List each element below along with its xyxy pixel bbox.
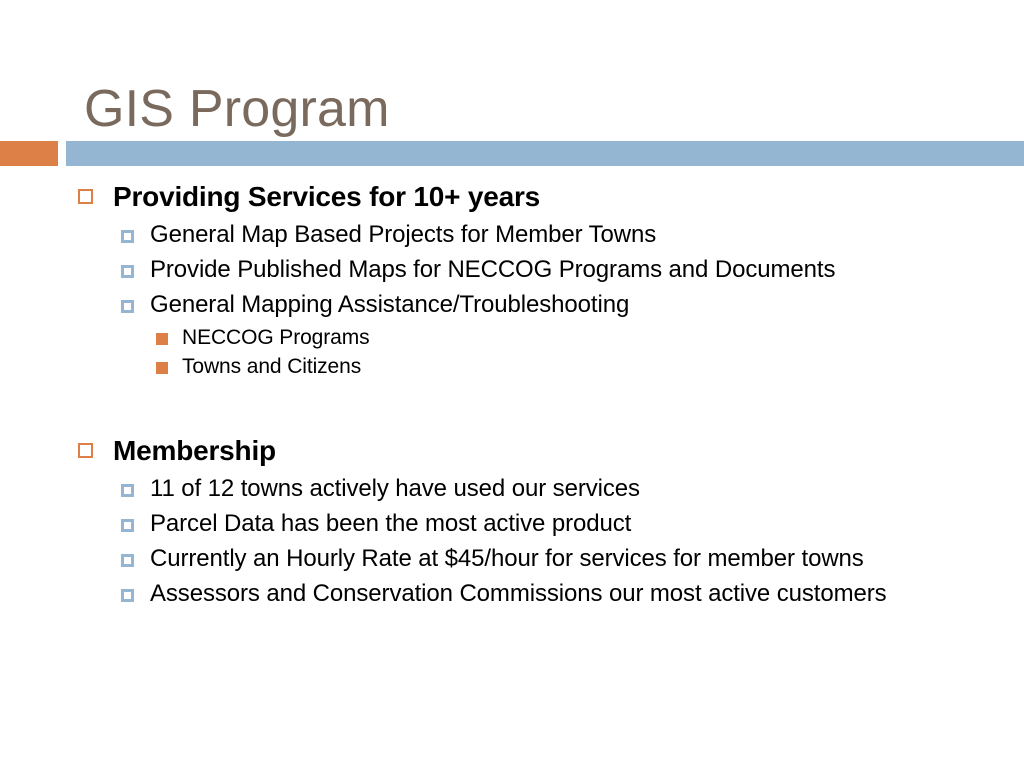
slide-body bbox=[0, 180, 1024, 613]
list-item bbox=[0, 543, 1024, 575]
list-item bbox=[0, 508, 1024, 540]
list-item-label: General Mapping Assistance/Troubleshooting bbox=[150, 290, 630, 318]
section-heading-label: Membership bbox=[113, 435, 276, 467]
hollow-square-icon bbox=[78, 189, 93, 204]
hollow-square-icon bbox=[121, 265, 134, 278]
list-item-label: Towns and Citizens bbox=[182, 355, 362, 379]
section-divider-space bbox=[0, 382, 1024, 434]
list-item-label: Currently an Hourly Rate at $45/hour for services for member towns bbox=[150, 545, 864, 573]
solid-square-icon bbox=[156, 362, 168, 374]
accent-bar-blue-segment bbox=[66, 141, 1024, 166]
list-item-label: Provide Published Maps for NECCOG Programs and Documents bbox=[150, 255, 836, 283]
hollow-square-icon bbox=[121, 484, 134, 497]
list-item-label: General Map Based Projects for Member Towns bbox=[150, 221, 657, 249]
list-item-label: NECCOG Programs bbox=[182, 325, 370, 349]
section-heading-label: Providing Services for 10+ years bbox=[113, 181, 541, 212]
section-heading-membership bbox=[0, 434, 1024, 467]
section-heading-providing-services bbox=[0, 180, 1024, 213]
list-item bbox=[0, 473, 1024, 505]
title-accent-bar bbox=[0, 141, 1024, 166]
list-item bbox=[0, 578, 1024, 610]
list-item-label: 11 of 12 towns actively have used our services bbox=[150, 475, 640, 503]
page-title: GIS Program bbox=[84, 79, 390, 138]
hollow-square-icon bbox=[121, 300, 134, 313]
hollow-square-icon bbox=[78, 443, 93, 458]
hollow-square-icon bbox=[121, 519, 134, 532]
accent-bar-orange-segment bbox=[0, 141, 58, 166]
list-item bbox=[0, 289, 1024, 321]
list-item bbox=[0, 353, 1024, 380]
list-item bbox=[0, 254, 1024, 286]
list-item-label: Assessors and Conservation Commissions our most active customers bbox=[150, 580, 887, 608]
hollow-square-icon bbox=[121, 589, 134, 602]
hollow-square-icon bbox=[121, 554, 134, 567]
list-item bbox=[0, 324, 1024, 351]
hollow-square-icon bbox=[121, 230, 134, 243]
list-item-label: Parcel Data has been the most active product bbox=[150, 510, 632, 538]
solid-square-icon bbox=[156, 333, 168, 345]
list-item bbox=[0, 219, 1024, 251]
